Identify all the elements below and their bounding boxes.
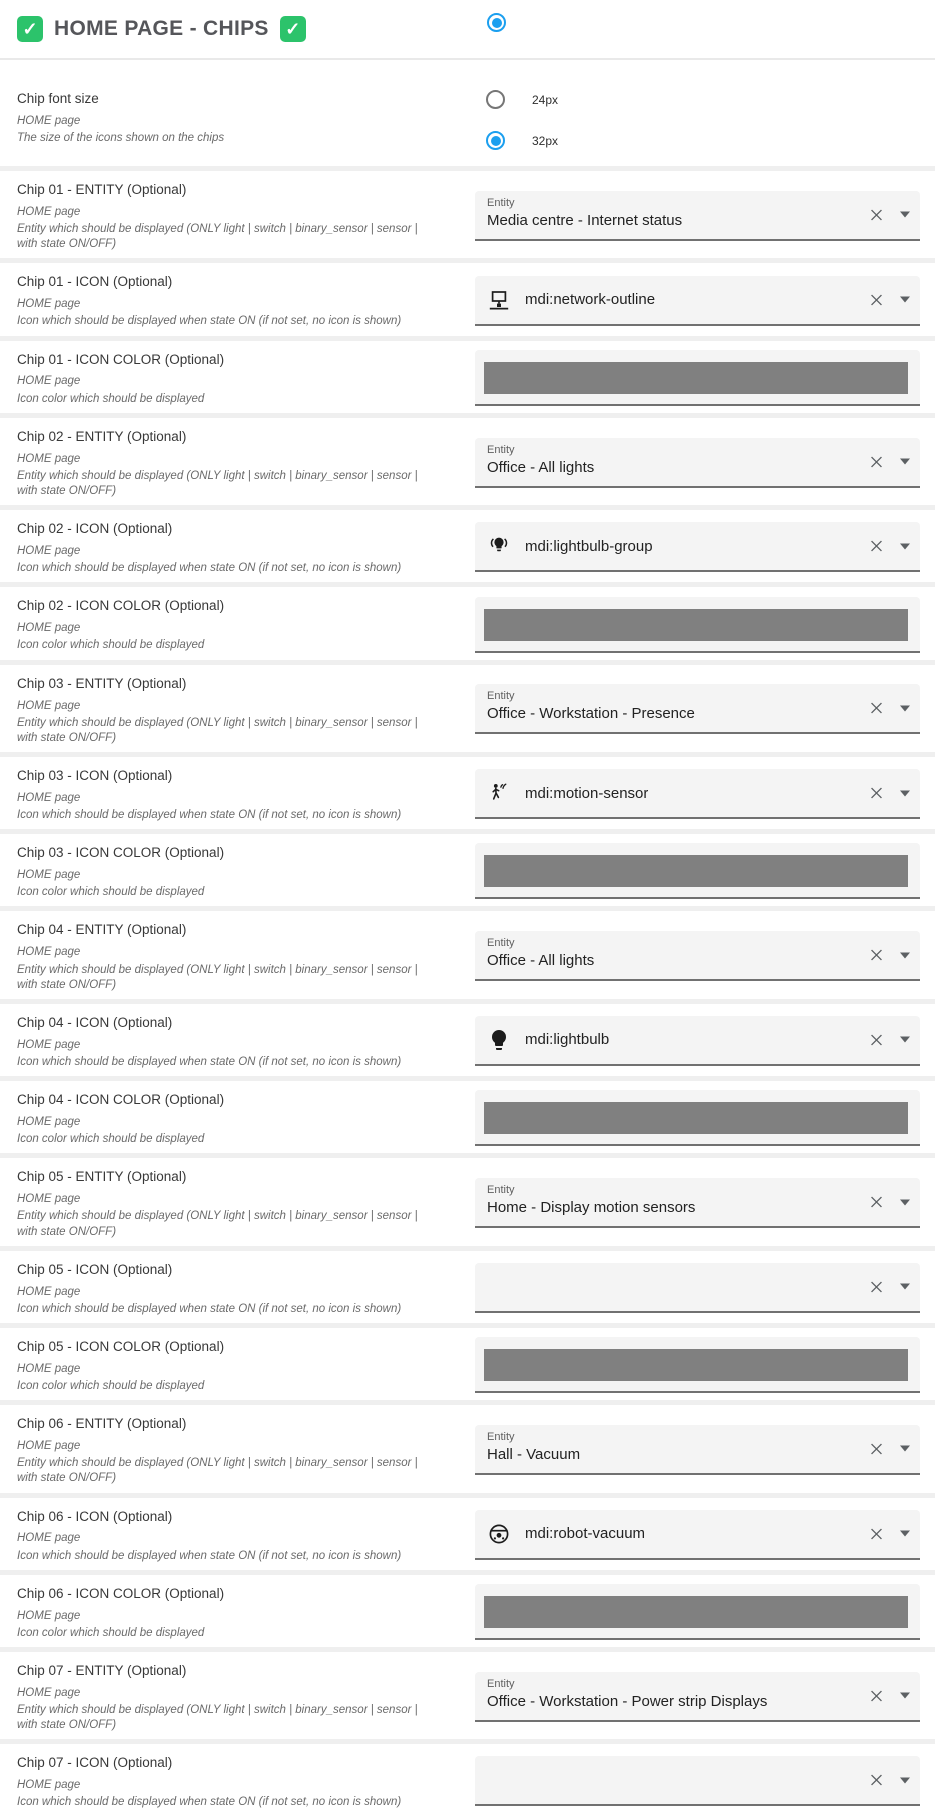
row-field-area [475, 1660, 920, 1733]
row-page-label: HOME page [17, 1686, 81, 1699]
row-field-area [475, 1089, 920, 1147]
row-description: Entity which should be displayed (ONLY light | switch | binary_sensor | sensor | with state ON/OFF) [17, 1704, 418, 1732]
row-page-label: HOME page [17, 298, 81, 311]
field-label: Entity [487, 937, 515, 950]
field-value: Office - Workstation - Power strip Displays [487, 1692, 768, 1710]
chevron-down-icon[interactable] [900, 1284, 910, 1290]
field-value: Office - All lights [487, 952, 595, 970]
motion-sensor-icon [487, 781, 511, 805]
config-row [0, 582, 935, 659]
color-swatch[interactable] [484, 1102, 908, 1134]
clear-icon[interactable] [868, 1687, 885, 1704]
row-page-label: HOME page [17, 869, 81, 882]
radio-dot [491, 136, 501, 146]
row-text [17, 1752, 437, 1810]
row-description: Icon which should be displayed when state ON (if not set, no icon is shown) [17, 1796, 402, 1809]
row-text [17, 765, 437, 823]
page-header [0, 0, 935, 58]
row-description: The size of the icons shown on the chips [17, 132, 225, 145]
row-description: Entity which should be displayed (ONLY light | switch | binary_sensor | sensor | with state ON/OFF) [17, 223, 418, 251]
chevron-down-icon[interactable] [900, 952, 910, 958]
row-title: Chip 04 - ICON (Optional) [17, 1014, 173, 1030]
chevron-down-icon[interactable] [900, 543, 910, 549]
row-description: Icon color which should be displayed [17, 392, 205, 405]
clear-icon[interactable] [868, 1440, 885, 1457]
field-trailing-controls [868, 538, 910, 555]
field-value: Office - Workstation - Presence [487, 705, 695, 723]
entity-select[interactable] [475, 191, 920, 241]
chip-font-size-row [0, 58, 935, 166]
page-title: HOME PAGE - CHIPS [54, 17, 269, 40]
row-field-area [475, 1166, 920, 1239]
row-field-area [475, 765, 920, 823]
row-description: Entity which should be displayed (ONLY light | switch | binary_sensor | sensor | with state ON/OFF) [17, 1210, 418, 1238]
row-title: Chip 07 - ENTITY (Optional) [17, 1662, 187, 1678]
chevron-down-icon[interactable] [900, 1446, 910, 1452]
row-text [17, 426, 437, 499]
row-page-label: HOME page [17, 699, 81, 712]
row-title: Chip 03 - ICON COLOR (Optional) [17, 845, 225, 861]
config-row [0, 166, 935, 258]
field-value: Home - Display motion sensors [487, 1199, 696, 1216]
row-title: Chip 04 - ENTITY (Optional) [17, 922, 187, 938]
row-description: Entity which should be displayed (ONLY light | switch | binary_sensor | sensor | with state ON/OFF) [17, 469, 418, 498]
row-page-label: HOME page [17, 1609, 81, 1622]
color-input[interactable] [475, 350, 920, 406]
entity-select[interactable] [475, 1672, 920, 1722]
field-value: mdi:robot-vacuum [525, 1525, 646, 1543]
field-trailing-controls [868, 785, 910, 802]
row-title: Chip 01 - ICON COLOR (Optional) [17, 351, 225, 367]
row-description: Icon which should be displayed when state ON (if not set, no icon is shown) [17, 315, 402, 328]
row-description: Icon color which should be displayed [17, 1379, 205, 1392]
row-text [17, 1012, 437, 1070]
row-text [17, 1583, 437, 1641]
row-text [17, 1413, 437, 1486]
entity-select[interactable] [475, 1178, 920, 1228]
row-text [17, 842, 437, 900]
row-page-label: HOME page [17, 205, 81, 218]
network-outline-icon [487, 288, 511, 312]
config-row [0, 1739, 935, 1816]
clear-icon[interactable] [868, 1772, 885, 1789]
clear-icon[interactable] [868, 206, 885, 223]
radio-label: 24px [532, 92, 559, 107]
clear-icon[interactable] [868, 1194, 885, 1211]
field-trailing-controls [868, 947, 910, 964]
entity-select[interactable] [475, 1425, 920, 1475]
robot-vacuum-icon [487, 1522, 511, 1546]
row-title: Chip 01 - ICON (Optional) [17, 274, 173, 290]
row-description: Icon which should be displayed when state ON (if not set, no icon is shown) [17, 1055, 402, 1068]
color-input[interactable] [475, 1584, 920, 1640]
field-trailing-controls [868, 1525, 910, 1542]
field-trailing-controls [868, 1772, 910, 1789]
row-title: Chip 04 - ICON COLOR (Optional) [17, 1092, 225, 1108]
row-field-area [475, 595, 920, 653]
row-text [17, 673, 437, 746]
font-size-option-32px[interactable] [486, 131, 558, 150]
icon-select[interactable] [475, 1016, 920, 1066]
row-field-area [475, 1506, 920, 1564]
icon-select[interactable] [475, 769, 920, 819]
radio-dot [492, 18, 502, 28]
config-row [0, 1153, 935, 1245]
chevron-down-icon[interactable] [900, 1037, 910, 1043]
font-size-option-24px[interactable] [486, 90, 558, 109]
row-title: Chip 05 - ICON COLOR (Optional) [17, 1338, 225, 1354]
row-field-area [475, 1413, 920, 1486]
icon-select[interactable] [475, 1510, 920, 1560]
config-row [0, 258, 935, 335]
row-text [17, 179, 437, 252]
field-trailing-controls [868, 1278, 910, 1295]
clear-icon[interactable] [868, 700, 885, 717]
icon-select[interactable] [475, 276, 920, 326]
row-title: Chip 06 - ICON (Optional) [17, 1508, 173, 1524]
config-row [0, 1570, 935, 1647]
row-field-area [475, 349, 920, 407]
row-field-area [475, 1336, 920, 1394]
row-text [17, 1506, 437, 1564]
chevron-down-icon[interactable] [900, 790, 910, 796]
row-text [17, 1336, 437, 1394]
config-row [0, 413, 935, 505]
field-trailing-controls [868, 700, 910, 717]
color-swatch[interactable] [484, 362, 908, 394]
row-page-label: HOME page [17, 1362, 81, 1375]
row-description: Icon color which should be displayed [17, 639, 205, 652]
field-label: Entity [487, 443, 515, 456]
row-title: Chip 05 - ENTITY (Optional) [17, 1169, 187, 1185]
config-row [0, 660, 935, 752]
radio-button[interactable] [486, 131, 505, 150]
field-trailing-controls [868, 1440, 910, 1457]
config-rows [0, 166, 935, 1817]
field-value: mdi:motion-sensor [525, 784, 649, 802]
config-row [0, 336, 935, 413]
clear-icon[interactable] [868, 1031, 885, 1048]
field-trailing-controls [868, 291, 910, 308]
config-row [0, 1647, 935, 1739]
color-swatch[interactable] [484, 855, 908, 887]
row-title: Chip 01 - ENTITY (Optional) [17, 182, 187, 197]
row-page-label: HOME page [17, 1115, 81, 1128]
field-trailing-controls [868, 1687, 910, 1704]
row-page-label: HOME page [17, 114, 81, 127]
row-page-label: HOME page [17, 791, 81, 804]
row-page-label: HOME page [17, 1532, 81, 1545]
clear-icon[interactable] [868, 453, 885, 470]
color-input[interactable] [475, 597, 920, 653]
config-row [0, 1400, 935, 1492]
row-description: Icon color which should be displayed [17, 1626, 205, 1639]
entity-select[interactable] [475, 438, 920, 488]
check-icon: ✓ [280, 16, 306, 42]
color-input[interactable] [475, 843, 920, 899]
field-label: Entity [487, 1677, 515, 1690]
row-page-label: HOME page [17, 545, 81, 558]
row-description: Icon which should be displayed when state ON (if not set, no icon is shown) [17, 1549, 402, 1562]
color-swatch[interactable] [484, 1596, 908, 1628]
config-row [0, 505, 935, 582]
row-page-label: HOME page [17, 1285, 81, 1298]
row-title: Chip 03 - ICON (Optional) [17, 768, 173, 784]
chevron-down-icon[interactable] [900, 212, 910, 218]
field-trailing-controls [868, 206, 910, 223]
row-title: Chip 05 - ICON (Optional) [17, 1261, 173, 1277]
row-page-label: HOME page [17, 946, 81, 959]
field-value: mdi:lightbulb [525, 1031, 610, 1049]
row-text [17, 1259, 437, 1317]
row-title: Chip 07 - ICON (Optional) [17, 1755, 173, 1771]
row-title: Chip 03 - ENTITY (Optional) [17, 675, 187, 691]
row-description: Icon which should be displayed when state ON (if not set, no icon is shown) [17, 1302, 402, 1315]
font-size-options [475, 88, 920, 150]
row-field-area [475, 1583, 920, 1641]
entity-select[interactable] [475, 931, 920, 981]
row-field-area [475, 518, 920, 576]
row-text [17, 88, 437, 150]
row-page-label: HOME page [17, 622, 81, 635]
color-input[interactable] [475, 1090, 920, 1146]
row-title: Chip 06 - ENTITY (Optional) [17, 1416, 187, 1432]
row-description: Entity which should be displayed (ONLY light | switch | binary_sensor | sensor | with state ON/OFF) [17, 1457, 418, 1485]
config-row [0, 752, 935, 829]
row-description: Entity which should be displayed (ONLY light | switch | binary_sensor | sensor | with state ON/OFF) [17, 963, 418, 991]
chevron-down-icon[interactable] [900, 459, 910, 465]
row-field-area [475, 426, 920, 499]
row-text [17, 919, 437, 992]
field-value: Hall - Vacuum [487, 1445, 581, 1463]
row-title: Chip 02 - ICON COLOR (Optional) [17, 598, 225, 614]
config-row [0, 1246, 935, 1323]
clear-icon[interactable] [868, 947, 885, 964]
lightbulb-icon [487, 1028, 511, 1052]
color-swatch[interactable] [484, 1349, 908, 1381]
clear-icon[interactable] [868, 1525, 885, 1542]
row-field-area [475, 673, 920, 746]
row-field-area [475, 179, 920, 252]
field-label: Entity [487, 196, 515, 209]
clear-icon[interactable] [868, 538, 885, 555]
chevron-down-icon[interactable] [900, 297, 910, 303]
row-description: Entity which should be displayed (ONLY light | switch | binary_sensor | sensor | with state ON/OFF) [17, 716, 418, 744]
row-text [17, 271, 437, 329]
clear-icon[interactable] [868, 291, 885, 308]
row-description: Icon which should be displayed when state ON (if not set, no icon is shown) [17, 809, 402, 822]
row-description: Icon color which should be displayed [17, 886, 205, 899]
field-trailing-controls [868, 1031, 910, 1048]
row-field-area [475, 1012, 920, 1070]
row-page-label: HOME page [17, 1440, 81, 1453]
config-row [0, 999, 935, 1076]
row-title: Chip 02 - ENTITY (Optional) [17, 428, 187, 444]
field-label: Entity [487, 1184, 515, 1196]
chevron-down-icon[interactable] [900, 705, 910, 711]
row-page-label: HOME page [17, 1038, 81, 1051]
config-row [0, 1076, 935, 1153]
clear-icon[interactable] [868, 1278, 885, 1295]
field-value: mdi:network-outline [525, 291, 656, 308]
row-text [17, 595, 437, 653]
row-field-area [475, 919, 920, 992]
row-text [17, 1660, 437, 1733]
check-icon: ✓ [17, 16, 43, 42]
row-text [17, 518, 437, 576]
row-title: Chip 02 - ICON (Optional) [17, 521, 173, 537]
row-field-area [475, 1259, 920, 1317]
row-field-area [475, 842, 920, 900]
config-row [0, 829, 935, 906]
row-title: Chip 06 - ICON COLOR (Optional) [17, 1585, 225, 1601]
field-trailing-controls [868, 1194, 910, 1211]
row-title: Chip font size [17, 91, 99, 106]
header-radio-selected[interactable] [487, 13, 506, 32]
config-row [0, 1323, 935, 1400]
row-field-area [475, 1752, 920, 1810]
row-description: Icon color which should be displayed [17, 1133, 205, 1146]
lightbulb-group-icon [487, 534, 511, 558]
row-text [17, 349, 437, 407]
radio-button[interactable] [486, 90, 505, 109]
field-value: mdi:lightbulb-group [525, 537, 653, 555]
chevron-down-icon[interactable] [900, 1693, 910, 1699]
field-value: Office - All lights [487, 458, 595, 476]
color-swatch[interactable] [484, 609, 908, 641]
config-row [0, 1493, 935, 1570]
radio-label: 32px [532, 133, 559, 148]
field-label: Entity [487, 690, 515, 703]
config-row [0, 906, 935, 998]
clear-icon[interactable] [868, 785, 885, 802]
icon-select[interactable] [475, 522, 920, 572]
chevron-down-icon[interactable] [900, 1531, 910, 1537]
field-label: Entity [487, 1430, 515, 1443]
chevron-down-icon[interactable] [900, 1199, 910, 1205]
field-trailing-controls [868, 453, 910, 470]
row-page-label: HOME page [17, 1193, 81, 1206]
color-input[interactable] [475, 1337, 920, 1393]
row-page-label: HOME page [17, 375, 81, 388]
row-text [17, 1166, 437, 1239]
row-text [17, 1089, 437, 1147]
icon-select[interactable] [475, 1263, 920, 1313]
row-page-label: HOME page [17, 452, 81, 465]
field-value: Media centre - Internet status [487, 211, 683, 229]
icon-select[interactable] [475, 1756, 920, 1806]
row-page-label: HOME page [17, 1779, 81, 1792]
row-description: Icon which should be displayed when state ON (if not set, no icon is shown) [17, 562, 402, 575]
chevron-down-icon[interactable] [900, 1777, 910, 1783]
row-field-area [475, 271, 920, 329]
entity-select[interactable] [475, 684, 920, 734]
